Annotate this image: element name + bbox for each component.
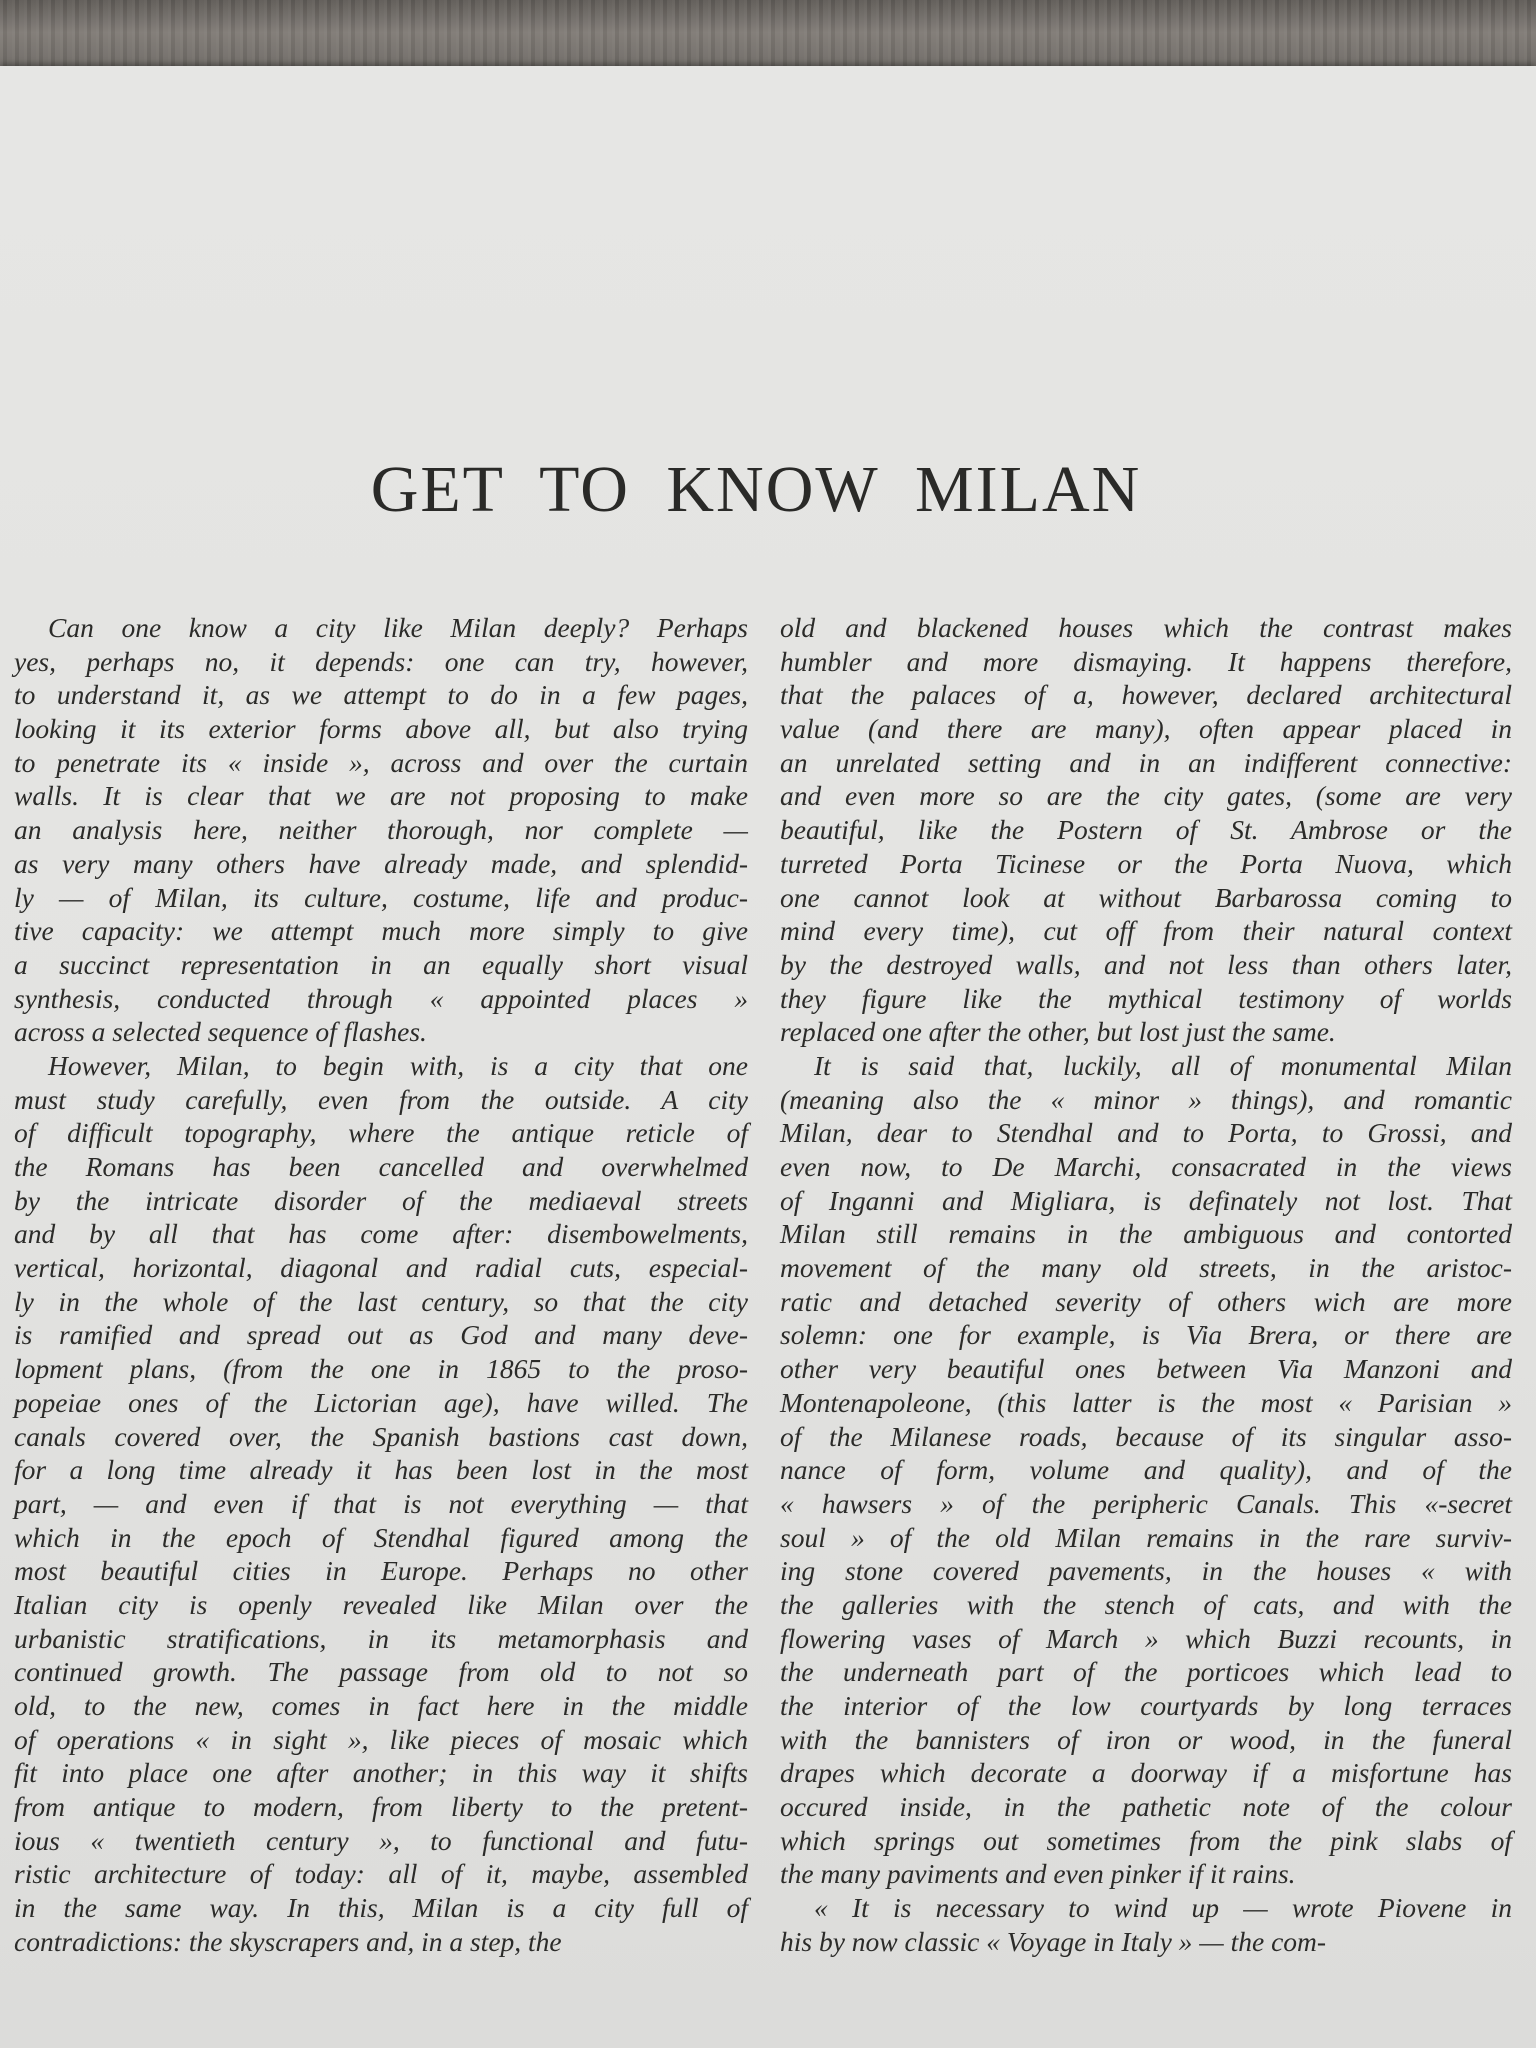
text-line: replaced one after the other, but lost just the same. <box>780 1016 1336 1048</box>
text-line: with the bannisters of iron or wood, in the funeral <box>780 1723 1512 1755</box>
text-line: of difficult topography, where the antique reticle of <box>14 1117 748 1149</box>
text-line: lopment plans, (from the one in 1865 to the proso- <box>14 1353 748 1385</box>
text-line: continued growth. The passage from old to not so <box>14 1656 748 1688</box>
text-line: It is said that, luckily, all of monumental Milan <box>814 1049 1512 1081</box>
text-line: a succinct representation in an equally short visual <box>14 948 748 980</box>
text-line: Montenapoleone, (this latter is the most « Parisian » <box>780 1386 1512 1418</box>
text-line: ristic architecture of today: all of it, maybe, assembled <box>14 1858 748 1890</box>
text-line: an unrelated setting and in an indifferent connective: <box>780 746 1512 778</box>
left-text-column <box>14 611 748 1959</box>
text-line: fit into place one after another; in this way it shifts <box>14 1757 748 1789</box>
text-line: Milan, dear to Stendhal and to Porta, to Grossi, and <box>780 1117 1512 1149</box>
text-line: ing stone covered pavements, in the houses « with <box>780 1555 1512 1587</box>
text-line: turreted Porta Ticinese or the Porta Nuova, which <box>780 847 1512 879</box>
text-line: yes, perhaps no, it depends: one can try, however, <box>14 645 748 677</box>
text-line: the underneath part of the porticoes which lead to <box>780 1656 1512 1688</box>
text-line: old and blackened houses which the contrast makes <box>780 612 1512 643</box>
text-line: the many paviments and even pinker if it rains. <box>780 1858 1296 1890</box>
text-line: looking it its exterior forms above all, but also trying <box>14 713 748 745</box>
text-line: for a long time already it has been lost in the most <box>14 1454 748 1486</box>
text-line: popeiae ones of the Lictorian age), have willed. The <box>14 1386 748 1418</box>
text-line: « hawsers » of the peripheric Canals. This «-secret <box>780 1487 1512 1519</box>
text-line: value (and there are many), often appear placed in <box>780 713 1512 745</box>
text-line: Milan still remains in the ambiguous and contorted <box>780 1218 1512 1250</box>
wood-grain <box>0 0 1536 72</box>
page-title: GET TO KNOW MILAN <box>370 453 1142 526</box>
text-line: his by now classic « Voyage in Italy » — the com- <box>780 1925 1327 1957</box>
text-line: by the intricate disorder of the mediaeval streets <box>14 1184 748 1216</box>
text-line: to understand it, as we attempt to do in a few pages, <box>14 679 748 711</box>
text-line: canals covered over, the Spanish bastions cast down, <box>14 1420 748 1452</box>
text-line: one cannot look at without Barbarossa coming to <box>780 881 1512 913</box>
text-line: ious « twentieth century », to functional and futu- <box>14 1824 748 1856</box>
text-line: ratic and detached severity of others wich are more <box>780 1285 1512 1317</box>
text-line: nance of form, volume and quality), and of the <box>780 1454 1512 1486</box>
text-line: the interior of the low courtyards by long terraces <box>780 1690 1512 1721</box>
text-line: and even more so are the city gates, (some are very <box>780 780 1512 812</box>
text-line: old, to the new, comes in fact here in the middle <box>14 1690 748 1721</box>
text-line: from antique to modern, from liberty to the pretent- <box>14 1791 748 1823</box>
text-line: and by all that has come after: disembowelments, <box>14 1218 748 1250</box>
text-line: flowering vases of March » which Buzzi recounts, in <box>780 1622 1512 1654</box>
text-line: tive capacity: we attempt much more simply to give <box>14 915 748 947</box>
text-line: beautiful, like the Postern of St. Ambrose or the <box>780 814 1512 846</box>
text-line: must study carefully, even from the outside. A city <box>14 1083 748 1115</box>
text-line: « It is necessary to wind up — wrote Piovene in <box>814 1892 1512 1924</box>
text-line: other very beautiful ones between Via Manzoni and <box>780 1353 1512 1385</box>
text-line: that the palaces of a, however, declared architectural <box>780 679 1512 711</box>
text-line: across a selected sequence of flashes. <box>14 1016 427 1048</box>
text-line: of Inganni and Migliara, is definately not lost. That <box>780 1184 1512 1216</box>
text-line: the galleries with the stench of cats, and with the <box>780 1588 1512 1620</box>
text-line: occured inside, in the pathetic note of the colour <box>780 1791 1512 1823</box>
wooden-table-edge <box>0 0 1536 72</box>
text-line: mind every time), cut off from their natural context <box>780 915 1512 947</box>
text-line: which springs out sometimes from the pink slabs of <box>780 1824 1512 1856</box>
text-line: humbler and more dismaying. It happens therefore, <box>780 645 1512 677</box>
text-line: urbanistic stratifications, in its metamorphasis and <box>14 1622 748 1654</box>
text-line: of the Milanese roads, because of its singular asso- <box>780 1420 1512 1452</box>
text-line: the Romans has been cancelled and overwhelmed <box>14 1151 748 1182</box>
text-line: by the destroyed walls, and not less than others later, <box>780 948 1512 980</box>
text-line: vertical, horizontal, diagonal and radial cuts, especial- <box>14 1252 748 1284</box>
text-line: even now, to De Marchi, consacrated in the views <box>780 1151 1512 1182</box>
text-line: of operations « in sight », like pieces of mosaic which <box>14 1723 748 1755</box>
text-line: However, Milan, to begin with, is a city that one <box>48 1049 748 1081</box>
text-line: part, — and even if that is not everything — that <box>14 1487 748 1519</box>
text-line: soul » of the old Milan remains in the rare surviv- <box>780 1521 1512 1553</box>
text-line: synthesis, conducted through « appointed places » <box>14 982 748 1014</box>
text-line: movement of the many old streets, in the aristoc- <box>780 1252 1512 1284</box>
text-line: as very many others have already made, and splendid- <box>14 847 748 879</box>
text-line: to penetrate its « inside », across and over the curtain <box>14 746 748 778</box>
text-line: most beautiful cities in Europe. Perhaps no other <box>14 1555 748 1587</box>
text-line: they figure like the mythical testimony of worlds <box>780 982 1512 1014</box>
right-text-column <box>780 611 1512 1959</box>
text-line: ly — of Milan, its culture, costume, life and produc- <box>14 881 748 913</box>
text-line: an analysis here, neither thorough, nor complete — <box>14 814 748 846</box>
text-line: walls. It is clear that we are not proposing to make <box>14 780 748 812</box>
text-line: which in the epoch of Stendhal figured among the <box>14 1521 748 1553</box>
text-line: Italian city is openly revealed like Milan over the <box>14 1588 748 1620</box>
text-line: Can one know a city like Milan deeply? Perhaps <box>48 612 748 643</box>
book-page <box>0 66 1536 2048</box>
text-line: drapes which decorate a doorway if a misfortune has <box>780 1757 1512 1789</box>
text-line: is ramified and spread out as God and many deve- <box>14 1319 748 1351</box>
text-line: contradictions: the skyscrapers and, in a step, the <box>14 1925 562 1957</box>
text-line: (meaning also the « minor » things), and romantic <box>780 1083 1512 1115</box>
text-line: solemn: one for example, is Via Brera, or there are <box>780 1319 1512 1351</box>
text-line: in the same way. In this, Milan is a city full of <box>14 1892 748 1924</box>
text-line: ly in the whole of the last century, so that the city <box>14 1285 748 1317</box>
